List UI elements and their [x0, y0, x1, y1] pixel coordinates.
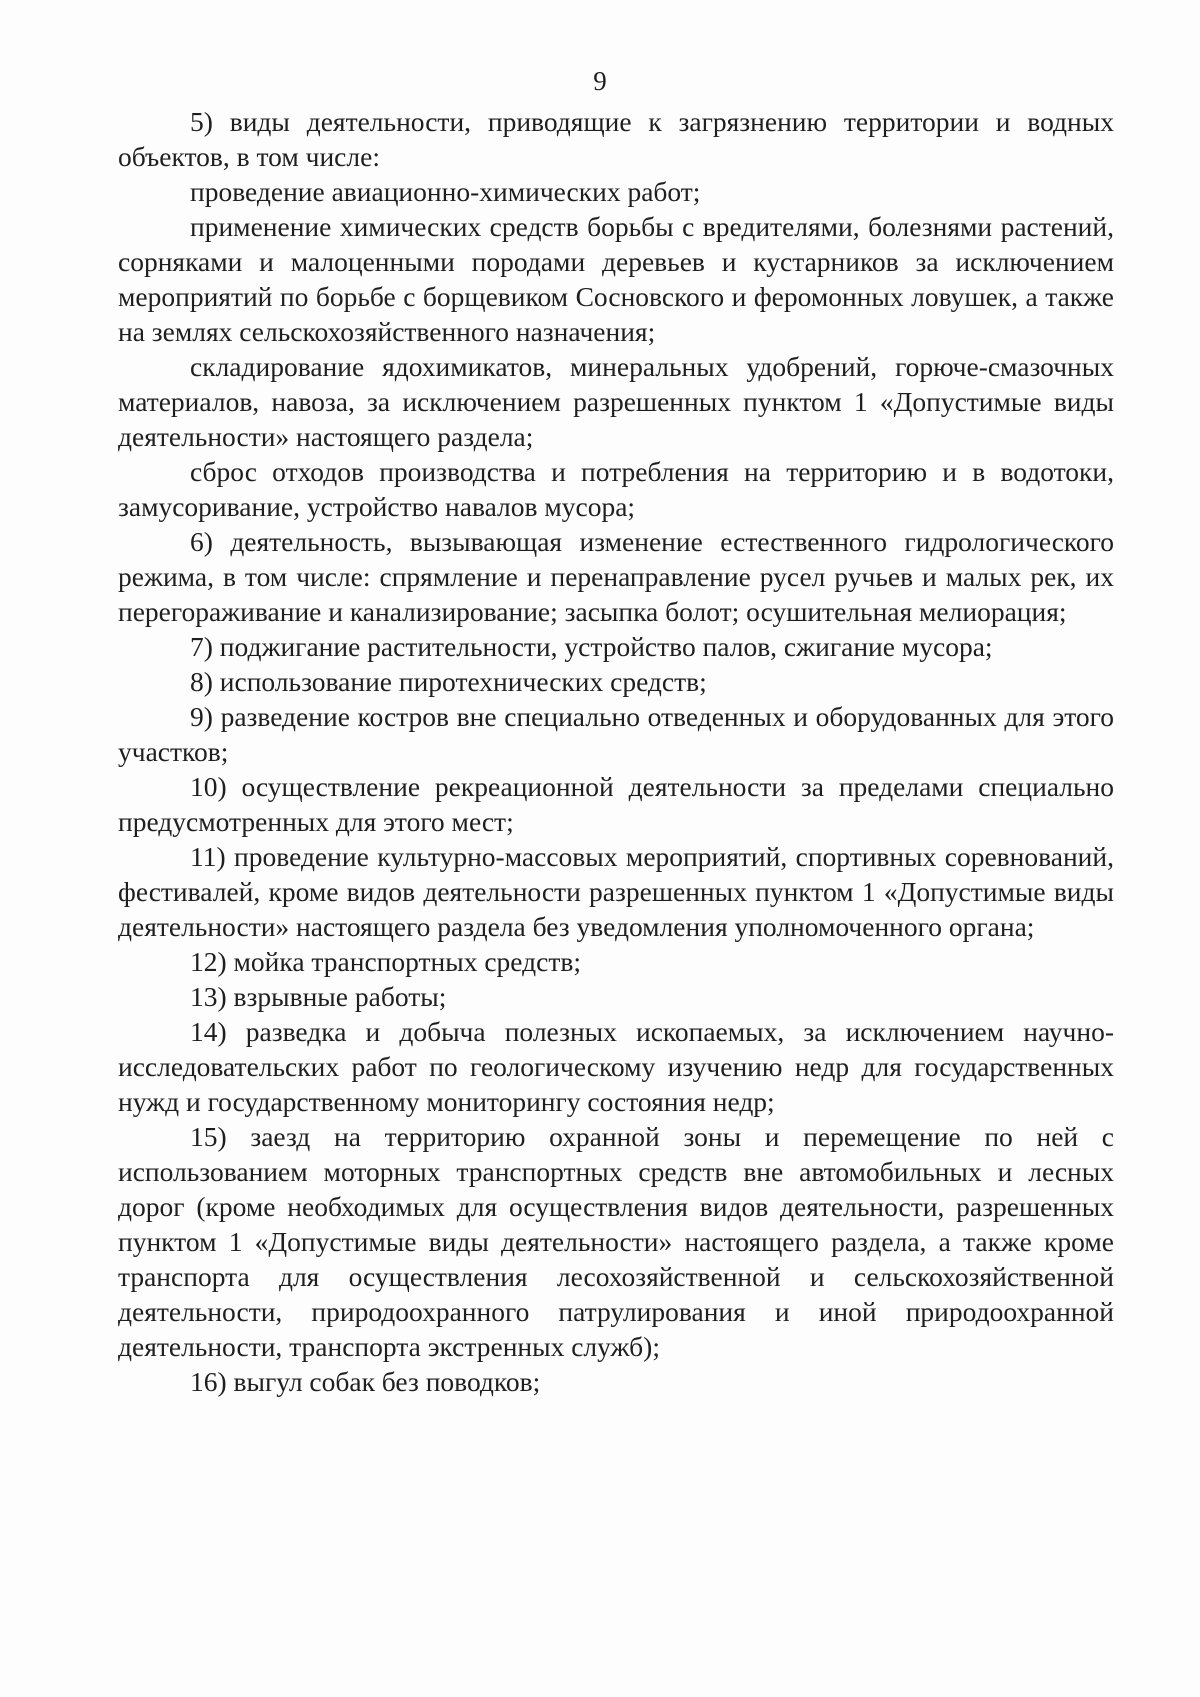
paragraph-item-15: 15) заезд на территорию охранной зоны и перемещение по ней с использованием моторных транспортных средств вне автомобильных и лесных дорог (кроме необходимых для осуществления видов деятельности, разрешенных пунктом 1 «Допустимые виды деятельности» настоящего раздела, а также кроме транспорта для осуществления лесохозяйственной и сельскохозяйственной деятельности, природоохранного патрулирования и иной природоохранной деятельности, транспорта экстренных служб);: [118, 1121, 1114, 1362]
paragraph-item-11: 11) проведение культурно-массовых мероприятий, спортивных соревнований, фестивалей, кроме видов деятельности разрешенных пунктом 1 «Допустимые виды деятельности» настоящего раздела без уведомления уполномоченного органа;: [118, 841, 1114, 942]
paragraph-item-10: 10) осуществление рекреационной деятельности за пределами специально предусмотренных для этого мест;: [118, 771, 1114, 837]
paragraph-aviation-chemical-works: проведение авиационно-химических работ;: [190, 176, 701, 207]
paragraph-item-8: 8) использование пиротехнических средств;: [190, 666, 707, 697]
document-body: [118, 104, 1114, 1399]
paragraph-item-5: 5) виды деятельности, приводящие к загрязнению территории и водных объектов, в том числе:: [118, 106, 1114, 172]
paragraph-item-14: 14) разведка и добыча полезных ископаемых, за исключением научно-исследовательских работ по геологическому изучению недр для государственных нужд и государственному мониторингу состояния недр;: [118, 1016, 1114, 1117]
paragraph-waste-dumping: сброс отходов производства и потребления на территорию и в водотоки, замусоривание, устройство навалов мусора;: [118, 456, 1114, 522]
paragraph-item-13: 13) взрывные работы;: [190, 981, 447, 1012]
paragraph-storage-of-chemicals: складирование ядохимикатов, минеральных удобрений, горюче-смазочных материалов, навоза, за исключением разрешенных пунктом 1 «Допустимые виды деятельности» настоящего раздела;: [118, 351, 1114, 452]
paragraph-item-12: 12) мойка транспортных средств;: [190, 946, 581, 977]
paragraph-item-16: 16) выгул собак без поводков;: [190, 1366, 541, 1397]
paragraph-item-9: 9) разведение костров вне специально отведенных и оборудованных для этого участков;: [118, 701, 1114, 767]
paragraph-item-6: 6) деятельность, вызывающая изменение естественного гидрологического режима, в том числе: спрямление и перенаправление русел ручьев и малых рек, их перегораживание и канализирование; засыпка болот; осушительная мелиорация;: [118, 526, 1114, 627]
paragraph-item-7: 7) поджигание растительности, устройство палов, сжигание мусора;: [190, 631, 993, 662]
page-number: 9: [593, 66, 607, 96]
paragraph-chemical-pest-control: применение химических средств борьбы с вредителями, болезнями растений, сорняками и малоценными породами деревьев и кустарников за исключением мероприятий по борьбе с борщевиком Сосновского и феромонных ловушек, а также на землях сельскохозяйственного назначения;: [118, 211, 1114, 347]
